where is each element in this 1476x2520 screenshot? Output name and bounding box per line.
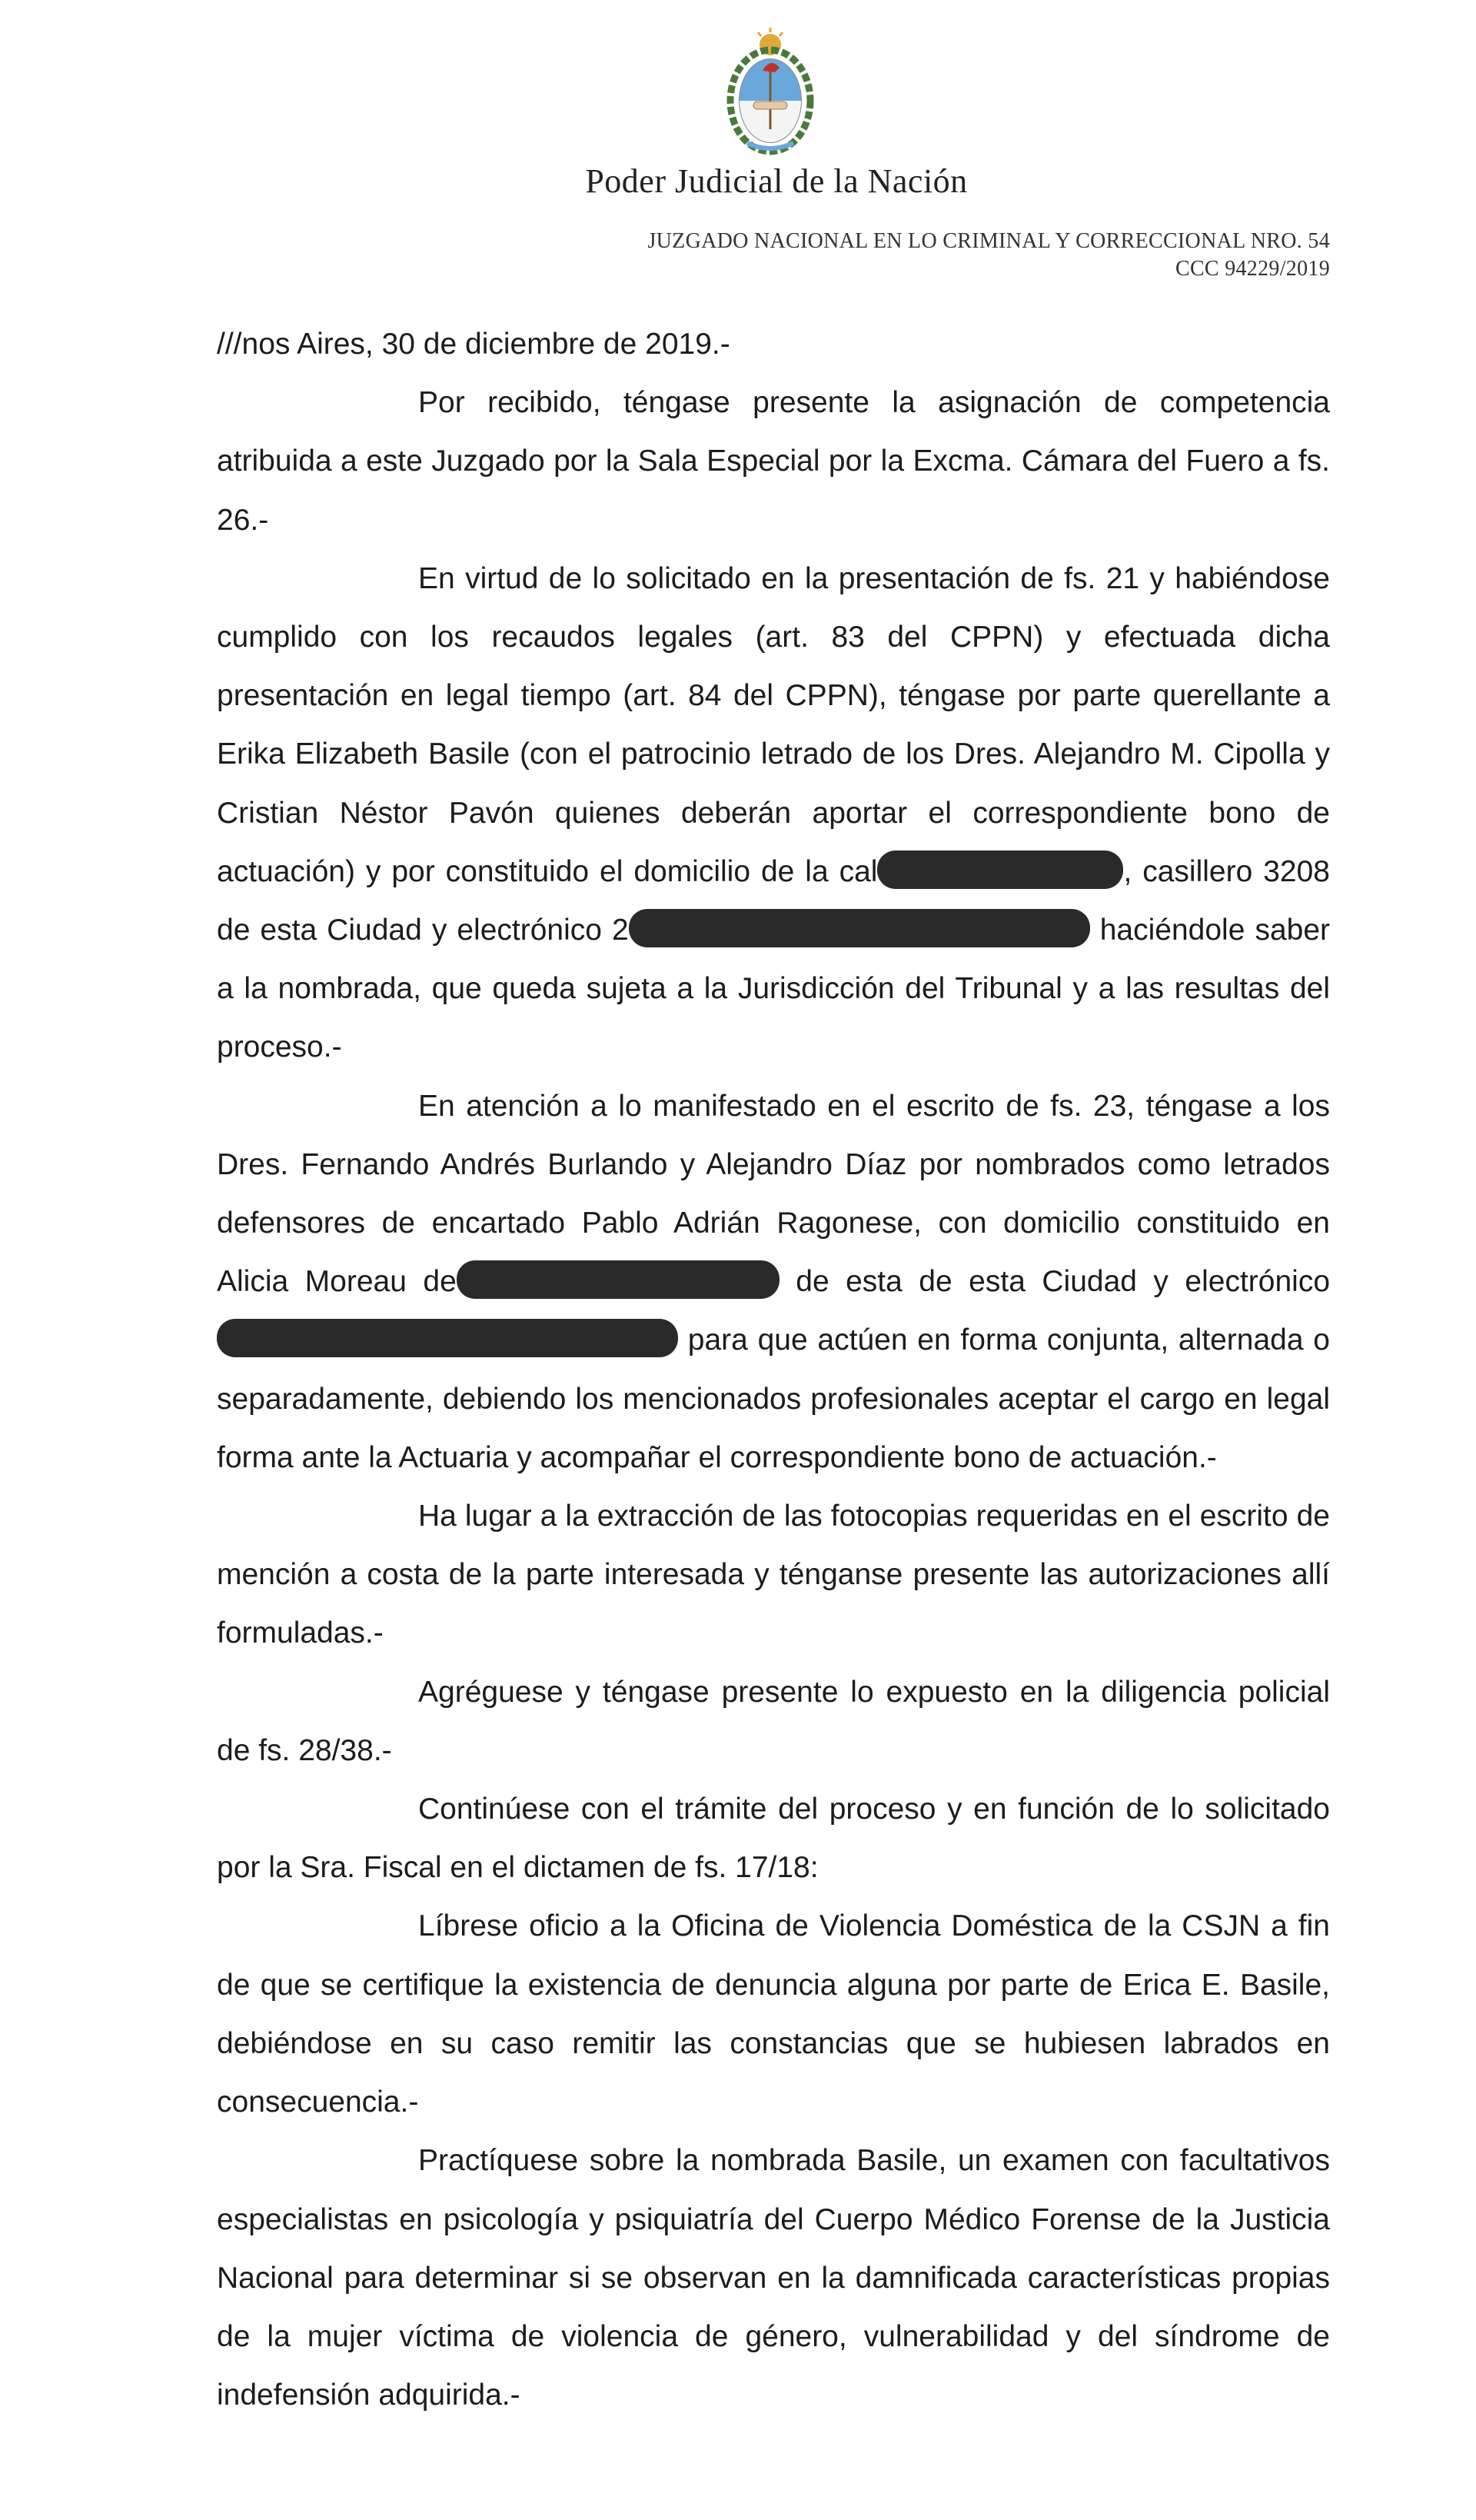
court-unit-block xyxy=(647,228,1330,283)
paragraph-plaintiff-text-1: En virtud de lo solicitado en la presentación de fs. 21 y habiéndose cumplido con los recaudos legales (art. 83 del CPPN) y efectuada dicha presentación en legal tiempo (art. 84 del CPPN), téngase por parte querellante a Erika Elizabeth Basile (con el patrocinio letrado de los Dres. Alejandro M. Cipolla y Cristian Néstor Pavón quienes deberán aportar el correspondiente bono de actuación) y por constituido el domicilio de la cal xyxy=(217,561,1330,888)
paragraph-forensic-exam: Practíquese sobre la nombrada Basile, un examen con facultativos especialistas en psicología y psiquiatría del Cuerpo Médico Forense de la Justicia Nacional para determinar si se observan en la damnificada características propias de la mujer víctima de violencia de género, vulnerabilidad y del síndrome de indefensión adquirida.- xyxy=(217,2144,1330,2412)
redacted-defense-electronic-address xyxy=(217,1319,678,1357)
paragraph-plaintiff-text-3: haciéndole saber a la nombrada, que queda sujeta a la Jurisdicción del Tribunal y a las resultas del proceso.- xyxy=(217,914,1331,1064)
redacted-defense-address xyxy=(457,1260,780,1299)
redacted-electronic-address xyxy=(629,909,1090,947)
case-number: CCC 94229/2019 xyxy=(1175,257,1330,281)
paragraph-plaintiff-text-2: , casillero 3208 de esta Ciudad y electrónico 2 xyxy=(217,854,1330,947)
paragraph-competence: Por recibido, téngase presente la asignación de competencia atribuida a este Juzgado por la Sala Especial por la Excma. Cámara del Fuero a fs. 26.- xyxy=(217,386,1330,537)
redacted-street-address xyxy=(877,851,1123,889)
paragraph-defense xyxy=(217,1077,1330,1487)
argentina-coat-of-arms-icon xyxy=(724,28,816,158)
paragraph-plaintiff xyxy=(217,550,1330,1077)
paragraph-defense-text-2: de esta de esta Ciudad y electrónico xyxy=(779,1265,1331,1299)
paragraph-photocopies: Ha lugar a la extracción de las fotocopias requeridas en el escrito de mención a costa de la parte interesada y ténganse presente las autorizaciones allí formuladas.- xyxy=(217,1500,1330,1650)
date-line: ///nos Aires, 30 de diciembre de 2019.- xyxy=(217,328,730,361)
paragraph-police-diligence: Agréguese y téngase presente lo expuesto en la diligencia policial de fs. 28/38.- xyxy=(217,1675,1330,1767)
paragraph-domestic-violence-office: Líbrese oficio a la Oficina de Violencia Doméstica de la CSJN a fin de que se certifique la existencia de denuncia alguna por parte de Erica E. Basile, debiéndose en su caso remitir las constancias que se hubiesen labrados en consecuencia.- xyxy=(217,1909,1330,2119)
court-unit: JUZGADO NACIONAL EN LO CRIMINAL Y CORRECCIONAL NRO. 54 xyxy=(647,229,1330,253)
paragraph-defense-text-3: para que actúen en forma conjunta, alternada o separadamente, debiendo los mencionados profesionales aceptar el cargo en legal forma ante la Actuaria y acompañar el correspondiente bono de actuación.- xyxy=(217,1323,1330,1474)
paragraph-continue-process: Continúese con el trámite del proceso y en función de lo solicitado por la Sra. Fiscal en el dictamen de fs. 17/18: xyxy=(217,1793,1330,1885)
resolution-body xyxy=(217,315,1330,2425)
paragraph-defense-text-1: En atención a lo manifestado en el escrito de fs. 23, téngase a los Dres. Fernando Andrés Burlando y Alejandro Díaz por nombrados como letrados defensores de encartado Pablo Adrián Ragonese, con domicilio constituido en Alicia Moreau de xyxy=(217,1089,1330,1299)
court-name-heading: Poder Judicial de la Nación xyxy=(585,162,968,200)
